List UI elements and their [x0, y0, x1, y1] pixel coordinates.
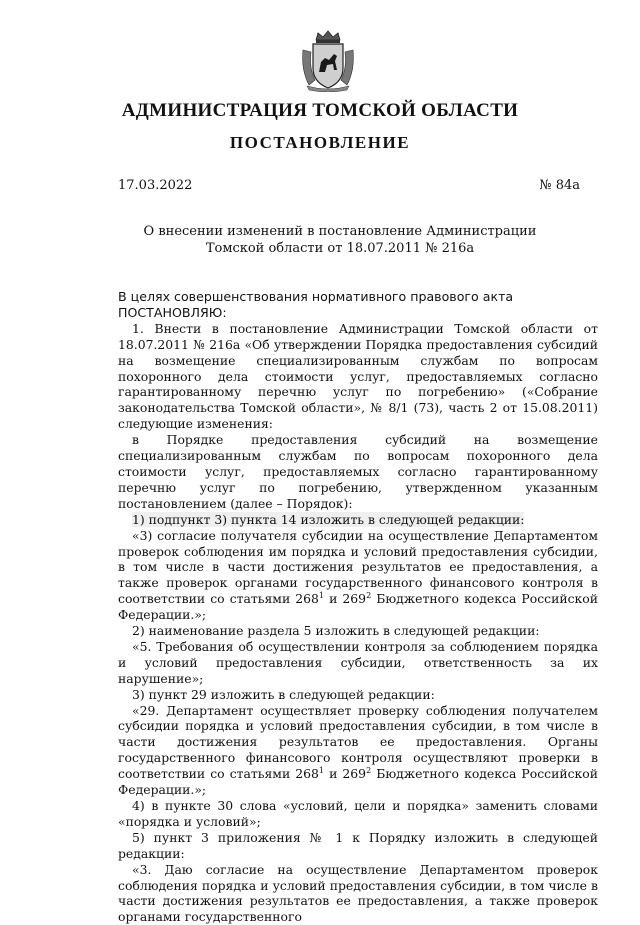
- paragraph-9: 4) в пункте 30 слова «условий, цели и порядка» заменить словами «порядка и условий»;: [118, 798, 598, 829]
- organization-title: АДМИНИСТРАЦИЯ ТОМСКОЙ ОБЛАСТИ: [121, 100, 519, 121]
- paragraph-5: 2) наименование раздела 5 изложить в следующей редакции:: [132, 623, 540, 639]
- resolve-heading: ПОСТАНОВЛЯЮ:: [118, 304, 227, 320]
- document-date: 17.03.2022: [118, 178, 193, 193]
- paragraph-10: 5) пункт 3 приложения № 1 к Порядку изложить в следующей редакции:: [118, 829, 598, 861]
- paragraph-8-text: «29. Департамент осуществляет проверку соблюдения получателем субсидии порядка и условий предоставления субсидии, в том числе в части достижения результатов ее предоставления. Органы государственного финансового контроля осуществляют проверки в соответствии со статьями 268: [118, 702, 598, 782]
- subject-line-2: Томской области от 18.07.2011 № 216а: [205, 241, 475, 256]
- paragraph-6: «5. Требования об осуществлении контроля за соблюдением порядка и условий предоставления субсидии, ответственность за их нарушение»;: [118, 638, 598, 686]
- document-body: [118, 289, 598, 925]
- paragraph-4-text: «3) согласие получателя субсидии на осуществление Департаментом проверок соблюдения им порядка и условий предоставления субсидии, в том числе в части достижения результатов ее предоставления, а также проверок органами государственного финансового контроля в соответствии со статьями 268: [118, 527, 598, 607]
- paragraph-8-sup-1: 1: [318, 766, 325, 776]
- paragraph-4: [118, 528, 598, 623]
- paragraph-11: «3. Даю согласие на осуществление Департаментом проверок соблюдения порядка и условий предоставления субсидии, в том числе в части достижения результатов ее предоставления, а также проверок органами государственного: [118, 861, 598, 925]
- coat-of-arms-emblem: [299, 30, 357, 92]
- paragraph-4-end: Бюджетного кодекса Российской Федерации.»;: [118, 591, 598, 623]
- paragraph-1: 1. Внести в постановление Администрации Томской области от 18.07.2011 № 216а «Об утверждении Порядка предоставления субсидий на возмещение специализированным службам по вопросам похоронного дела стоимости услуг, предоставляемых согласно гарантированному перечню услуг по погребению» («Собрание законодательства Томской области», № 8/1 (73), часть 2 от 15.08.2011) следующие изменения:: [118, 320, 598, 432]
- paragraph-4-sup-1: 1: [318, 591, 325, 601]
- paragraph-8-mid: и 269: [324, 766, 367, 782]
- paragraph-8: [118, 703, 598, 798]
- paragraph-7: 3) пункт 29 изложить в следующей редакции:: [132, 686, 435, 702]
- paragraph-4-sup-2: 2: [366, 591, 372, 601]
- paragraph-4-mid: и 269: [324, 591, 367, 607]
- paragraph-3: [118, 512, 598, 528]
- paragraph-8-sup-2: 2: [366, 766, 372, 776]
- subject-line-1: О внесении изменений в постановление Администрации: [143, 224, 537, 239]
- paragraph-3-text: 1) подпункт 3) пункта 14 изложить в следующей редакции:: [132, 511, 525, 527]
- document-subject: [0, 223, 640, 257]
- preamble: В целях совершенствования нормативного правового акта: [118, 289, 514, 304]
- document-number: № 84а: [539, 178, 580, 193]
- document-type-title: ПОСТАНОВЛЕНИЕ: [229, 133, 411, 152]
- paragraph-2: в Порядке предоставления субсидий на возмещение специализированным службам по вопросам похоронного дела стоимости услуг, предоставляемых согласно гарантированному перечню услуг по погребению, утвержденном указанным постановлением (далее – Порядок):: [118, 432, 598, 511]
- paragraph-8-end: Бюджетного кодекса Российской Федерации.»;: [118, 766, 598, 798]
